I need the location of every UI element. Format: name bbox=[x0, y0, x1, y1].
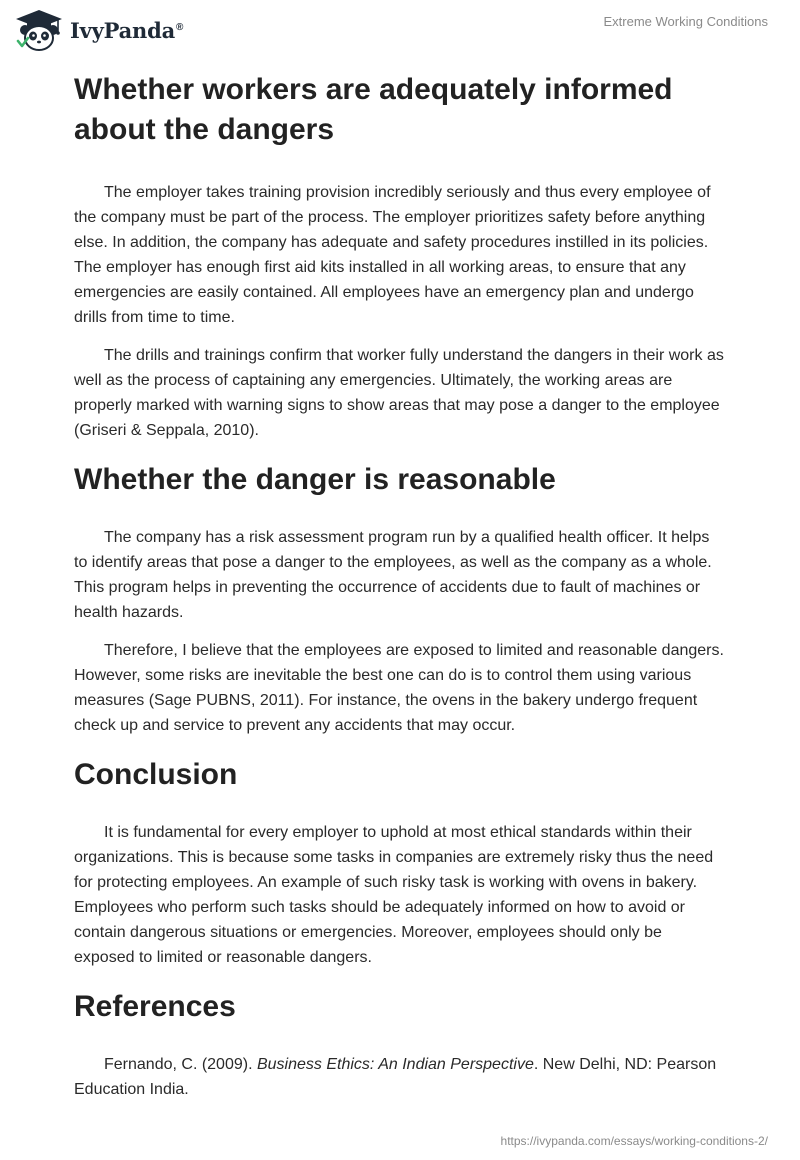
section-heading-references: References bbox=[74, 990, 236, 1023]
document-title: Extreme Working Conditions bbox=[603, 14, 768, 29]
reference-title: Business Ethics: An Indian Perspective bbox=[256, 1056, 534, 1073]
page-header bbox=[0, 0, 800, 60]
section-heading-reasonable: Whether the danger is reasonable bbox=[74, 463, 556, 496]
essay-content bbox=[74, 70, 724, 1115]
paragraph: The drills and trainings confirm that worker fully understand the dangers in their work as well as the process of captaining any emergencies. Ultimately, the working areas are properly marked with warning signs to show areas that may pose a danger to the employee (Griseri & Seppala, 2010). bbox=[74, 347, 724, 439]
paragraph: Therefore, I believe that the employees are exposed to limited and reasonable dangers. However, some risks are inevitable the best one can do is to control them using various measures (Sage PUBNS, 2011). For instance, the ovens in the bakery undergo frequent check up and service to prevent any accidents that may occur. bbox=[74, 642, 724, 734]
paragraph: It is fundamental for every employer to uphold at most ethical standards within their organizations. This is because some tasks in companies are extremely risky thus the need for protecting employees. An example of such risky task is working with ovens in bakery. Employees who perform such tasks should be adequately informed on how to avoid or contain dangerous situations or emergencies. Moreover, employees should only be exposed to limited or reasonable dangers. bbox=[74, 824, 714, 966]
source-url[interactable]: https://ivypanda.com/essays/working-conditions-2/ bbox=[500, 1134, 768, 1148]
brand-logo[interactable] bbox=[14, 8, 183, 52]
reference-entry: Fernando, C. (2009). Business Ethics: An Indian Perspective. New Delhi, ND: Pearson Education India. bbox=[74, 1056, 717, 1098]
paragraph: The employer takes training provision incredibly seriously and thus every employee of the company must be part of the process. The employer prioritizes safety before anything else. In addition, the company has adequate and safety procedures instilled in its policies. The employer has enough first aid kits installed in all working areas, to ensure that any emergencies are easily contained. All employees have an emergency plan and undergo drills from time to time. bbox=[74, 184, 711, 326]
paragraph: The company has a risk assessment program run by a qualified health officer. It helps to identify areas that pose a danger to the employees, as well as the company as a whole. This program helps in preventing the occurrence of accidents due to fault of machines or health hazards. bbox=[74, 529, 712, 621]
panda-graduate-icon bbox=[14, 8, 64, 52]
section-heading-informed: Whether workers are adequately informed about the dangers bbox=[74, 73, 673, 146]
brand-name: IvyPanda® bbox=[70, 17, 184, 43]
section-heading-conclusion: Conclusion bbox=[74, 758, 238, 791]
